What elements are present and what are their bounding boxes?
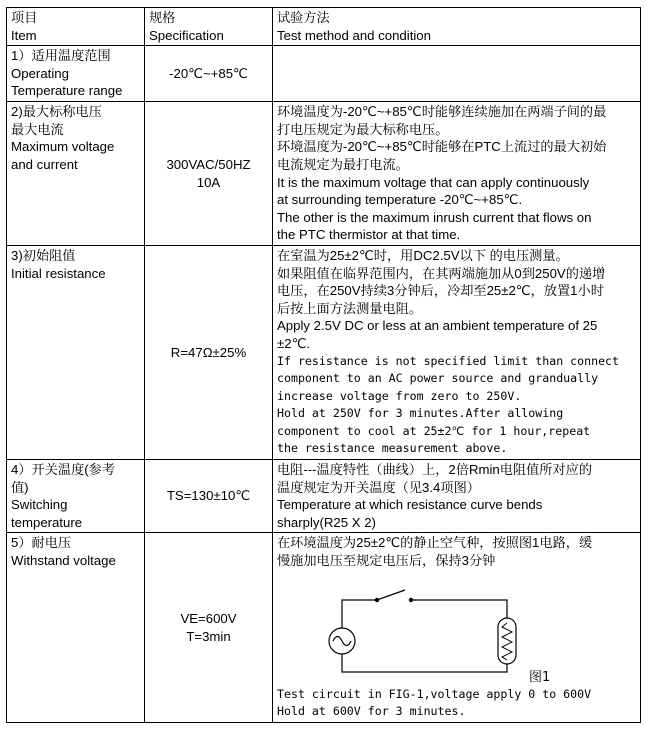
test-line: ±2℃.	[277, 335, 311, 351]
test-mono-line: Test circuit in FIG-1,voltage apply 0 to 600V	[277, 686, 592, 701]
item-line: Temperature range	[11, 83, 123, 99]
test-line: 电阻---温度特性（曲线）上，2倍Rmin电阻值所对应的	[277, 462, 593, 478]
test-line: 打电压规定为最大标称电压。	[277, 121, 449, 137]
test-cell	[273, 102, 641, 246]
circuit-wires	[342, 590, 507, 672]
header-spec-en: Specification	[149, 27, 224, 43]
item-line: 2)最大标称电压	[11, 104, 102, 120]
test-mono-line: If resistance is not specified limit than connect	[277, 353, 620, 368]
test-mono-line: the resistance measurement above.	[277, 441, 508, 456]
test-line: 电流规定为最打电流。	[277, 156, 409, 172]
row-withstand-voltage	[7, 533, 641, 722]
item-line: 值)	[11, 479, 29, 495]
header-item-cn: 项目	[11, 10, 38, 25]
test-mono-line: Hold at 600V for 3 minutes.	[277, 704, 466, 719]
switch-contact-left	[375, 597, 379, 601]
row-switching-temperature	[7, 460, 641, 533]
row-max-voltage-current	[7, 102, 641, 246]
spec-value: TS=130±10℃	[166, 488, 251, 504]
spec-value: 10A	[196, 174, 221, 190]
test-cell	[273, 46, 641, 102]
test-line: 在环境温度为25±2℃的静止空气种，按照图1电路，缓	[277, 535, 593, 551]
item-cell	[7, 46, 145, 102]
item-line: 3)初始阻值	[11, 247, 76, 263]
item-cell	[7, 245, 145, 459]
test-line: sharply(R25 X 2)	[277, 514, 376, 530]
header-spec-cn: 规格	[149, 10, 176, 25]
item-line: and current	[11, 156, 78, 172]
item-line: 最大电流	[11, 121, 64, 137]
test-mono-line: Hold at 250V for 3 minutes.After allowing	[277, 406, 564, 421]
test-line: at surrounding temperature -20℃~+85℃.	[277, 192, 523, 208]
test-line: Temperature at which resistance curve bends	[277, 497, 543, 513]
row-initial-resistance	[7, 245, 641, 459]
figure-label: 图1	[529, 669, 551, 685]
test-mono-line: component to cool at 25±2℃ for 1 hour,repeat	[277, 423, 591, 438]
header-row	[7, 8, 641, 46]
spec-cell	[145, 460, 273, 533]
item-line: 4）开关温度(参考	[11, 462, 116, 478]
spec-cell	[145, 46, 273, 102]
spec-value: R=47Ω±25%	[170, 344, 247, 360]
item-line: Withstand voltage	[11, 553, 116, 569]
item-cell	[7, 102, 145, 246]
item-line: Maximum voltage	[11, 139, 115, 155]
test-line: 环境温度为-20℃~+85℃时能够连续施加在两端子间的最	[277, 104, 607, 120]
spec-table	[6, 7, 641, 723]
item-line: 1）适用温度范围	[11, 48, 111, 64]
test-circuit-figure	[277, 570, 635, 686]
item-line: 5）耐电压	[11, 535, 72, 551]
header-item-en: Item	[11, 27, 37, 43]
switch-contact-right	[409, 597, 413, 601]
test-cell	[273, 533, 641, 722]
test-line: Apply 2.5V DC or less at an ambient temperature of 25	[277, 318, 598, 334]
header-test	[273, 8, 641, 46]
test-line: It is the maximum voltage that can apply continuously	[277, 174, 590, 190]
test-cell	[273, 245, 641, 459]
test-line: the PTC thermistor at that time.	[277, 227, 461, 243]
header-spec	[145, 8, 273, 46]
item-line: temperature	[11, 514, 83, 530]
test-line: 后按上面方法测量电阻。	[277, 300, 423, 316]
spec-value: T=3min	[186, 628, 231, 644]
test-mono-line: component to an AC power source and grandually	[277, 371, 599, 386]
spec-cell	[145, 245, 273, 459]
test-line: 如果阻值在临界范围内，在其两端施加从0到250V的递增	[277, 265, 606, 281]
spec-value: 300VAC/50HZ	[166, 156, 251, 172]
test-line: 在室温为25±2℃时，用DC2.5V以下 的电压测量。	[277, 247, 569, 263]
test-line: 环境温度为-20℃~+85℃时能够在PTC上流过的最大初始	[277, 139, 607, 155]
item-cell	[7, 533, 145, 722]
header-test-en: Test method and condition	[277, 27, 431, 43]
test-cell	[273, 460, 641, 533]
test-line: 温度规定为开关温度（见3.4项图）	[277, 479, 480, 495]
spec-cell	[145, 102, 273, 246]
ptc-thermistor-icon	[498, 618, 516, 664]
item-line: Operating	[11, 65, 69, 81]
item-line: Initial resistance	[11, 265, 106, 281]
header-item	[7, 8, 145, 46]
test-line: The other is the maximum inrush current that flows on	[277, 209, 592, 225]
spec-cell	[145, 533, 273, 722]
test-mono-line: increase voltage from zero to 250V.	[277, 388, 522, 403]
ac-source-icon	[329, 628, 355, 654]
spec-value: VE=600V	[180, 611, 237, 627]
spec-value: -20℃~+85℃	[169, 65, 248, 81]
item-line: Switching	[11, 497, 68, 513]
header-test-cn: 试验方法	[277, 10, 330, 25]
row-operating-temperature	[7, 46, 641, 102]
test-line: 电压，在250V持续3分钟后，冷却至25±2℃，放置1小时	[277, 283, 604, 299]
item-cell	[7, 460, 145, 533]
test-line: 慢施加电压至规定电压后，保持3分钟	[277, 553, 496, 569]
